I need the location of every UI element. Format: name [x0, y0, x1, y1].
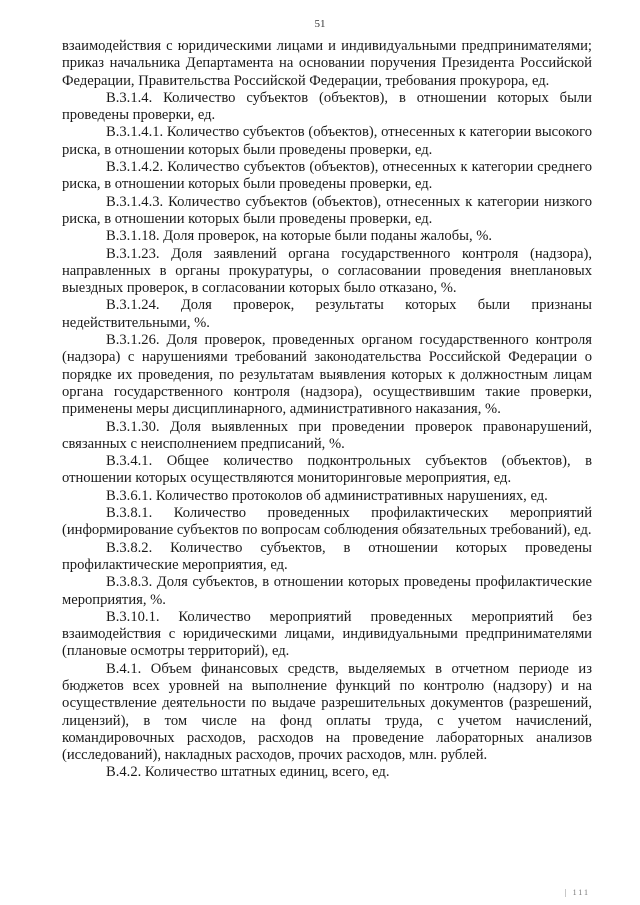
paragraph: В.3.10.1. Количество мероприятий проведенных мероприятий без взаимодействия с юридическими лицами, индивидуальными предпринимателями (плановые осмотры территорий), ед.: [62, 608, 592, 660]
paragraph: В.3.8.1. Количество проведенных профилактических мероприятий (информирование субъектов по вопросам соблюдения обязательных требований), ед.: [62, 505, 592, 539]
paragraph: В.4.1. Объем финансовых средств, выделяемых в отчетном периоде из бюджетов всех уровней на выполнение функций по контролю (надзору) и на осуществление деятельности по выдаче разрешительных документов (разрешений, лицензий), в том числе на фонд оплаты труда, с учетом начислений, командировочных расходов, расходов на проведение лабораторных анализов (исследований), накладных расходов, прочих расходов, млн. рублей.: [62, 660, 592, 764]
document-body: [62, 38, 592, 782]
paragraph: В.3.1.4.2. Количество субъектов (объектов), отнесенных к категории среднего риска, в отношении которых были проведены проверки, ед.: [62, 159, 592, 193]
paragraph: В.3.6.1. Количество протоколов об административных нарушениях, ед.: [106, 487, 548, 504]
paragraph: В.4.2. Количество штатных единиц, всего, ед.: [106, 764, 390, 781]
paragraph-continuation: взаимодействия с юридическими лицами и индивидуальными предпринимателями; приказ начальника Департамента на основании поручения Президента Российской Федерации, Правительства Российской Федерации, требования прокурора, ед.: [62, 38, 592, 89]
paragraph: В.3.1.18. Доля проверок, на которые были поданы жалобы, %.: [106, 228, 493, 245]
page-number: 51: [314, 18, 326, 30]
paragraph: В.3.1.24. Доля проверок, результаты которых были признаны недействительными, %.: [62, 297, 592, 331]
paragraph: В.3.8.3. Доля субъектов, в отношении которых проведены профилактические мероприятия, %.: [62, 574, 592, 608]
paragraph: В.3.1.4.3. Количество субъектов (объектов), отнесенных к категории низкого риска, в отношении которых были проведены проверки, ед.: [62, 193, 592, 227]
paragraph: В.3.1.30. Доля выявленных при проведении проверок правонарушений, связанных с неисполнением предписаний, %.: [62, 418, 592, 452]
paragraph: В.3.1.4.1. Количество субъектов (объектов), отнесенных к категории высокого риска, в отношении которых были проведены проверки, ед.: [62, 124, 592, 158]
paragraph: В.3.1.23. Доля заявлений органа государственного контроля (надзора), направленных в органы прокуратуры, о согласовании проведения внеплановых выездных проверок, в согласовании которых было отказано, %.: [62, 245, 592, 297]
paragraph: В.3.4.1. Общее количество подконтрольных субъектов (объектов), в отношении которых осуществляются мониторинговые мероприятия, ед.: [62, 453, 592, 487]
scan-corner-mark: | 111: [564, 888, 590, 897]
paragraph: В.3.8.2. Количество субъектов, в отношении которых проведены профилактические мероприятия, ед.: [62, 539, 592, 573]
paragraph: В.3.1.4. Количество субъектов (объектов), в отношении которых были проведены проверки, ед.: [62, 89, 592, 124]
paragraph: В.3.1.26. Доля проверок, проведенных органом государственного контроля (надзора) с нарушениями требований законодательства Российской Федерации о порядке их проведения, по результатам выявления которых к должностным лицам органа государственного контроля (надзора), осуществившим такие проверки, применены меры дисциплинарного, административного наказания, %.: [62, 332, 592, 418]
